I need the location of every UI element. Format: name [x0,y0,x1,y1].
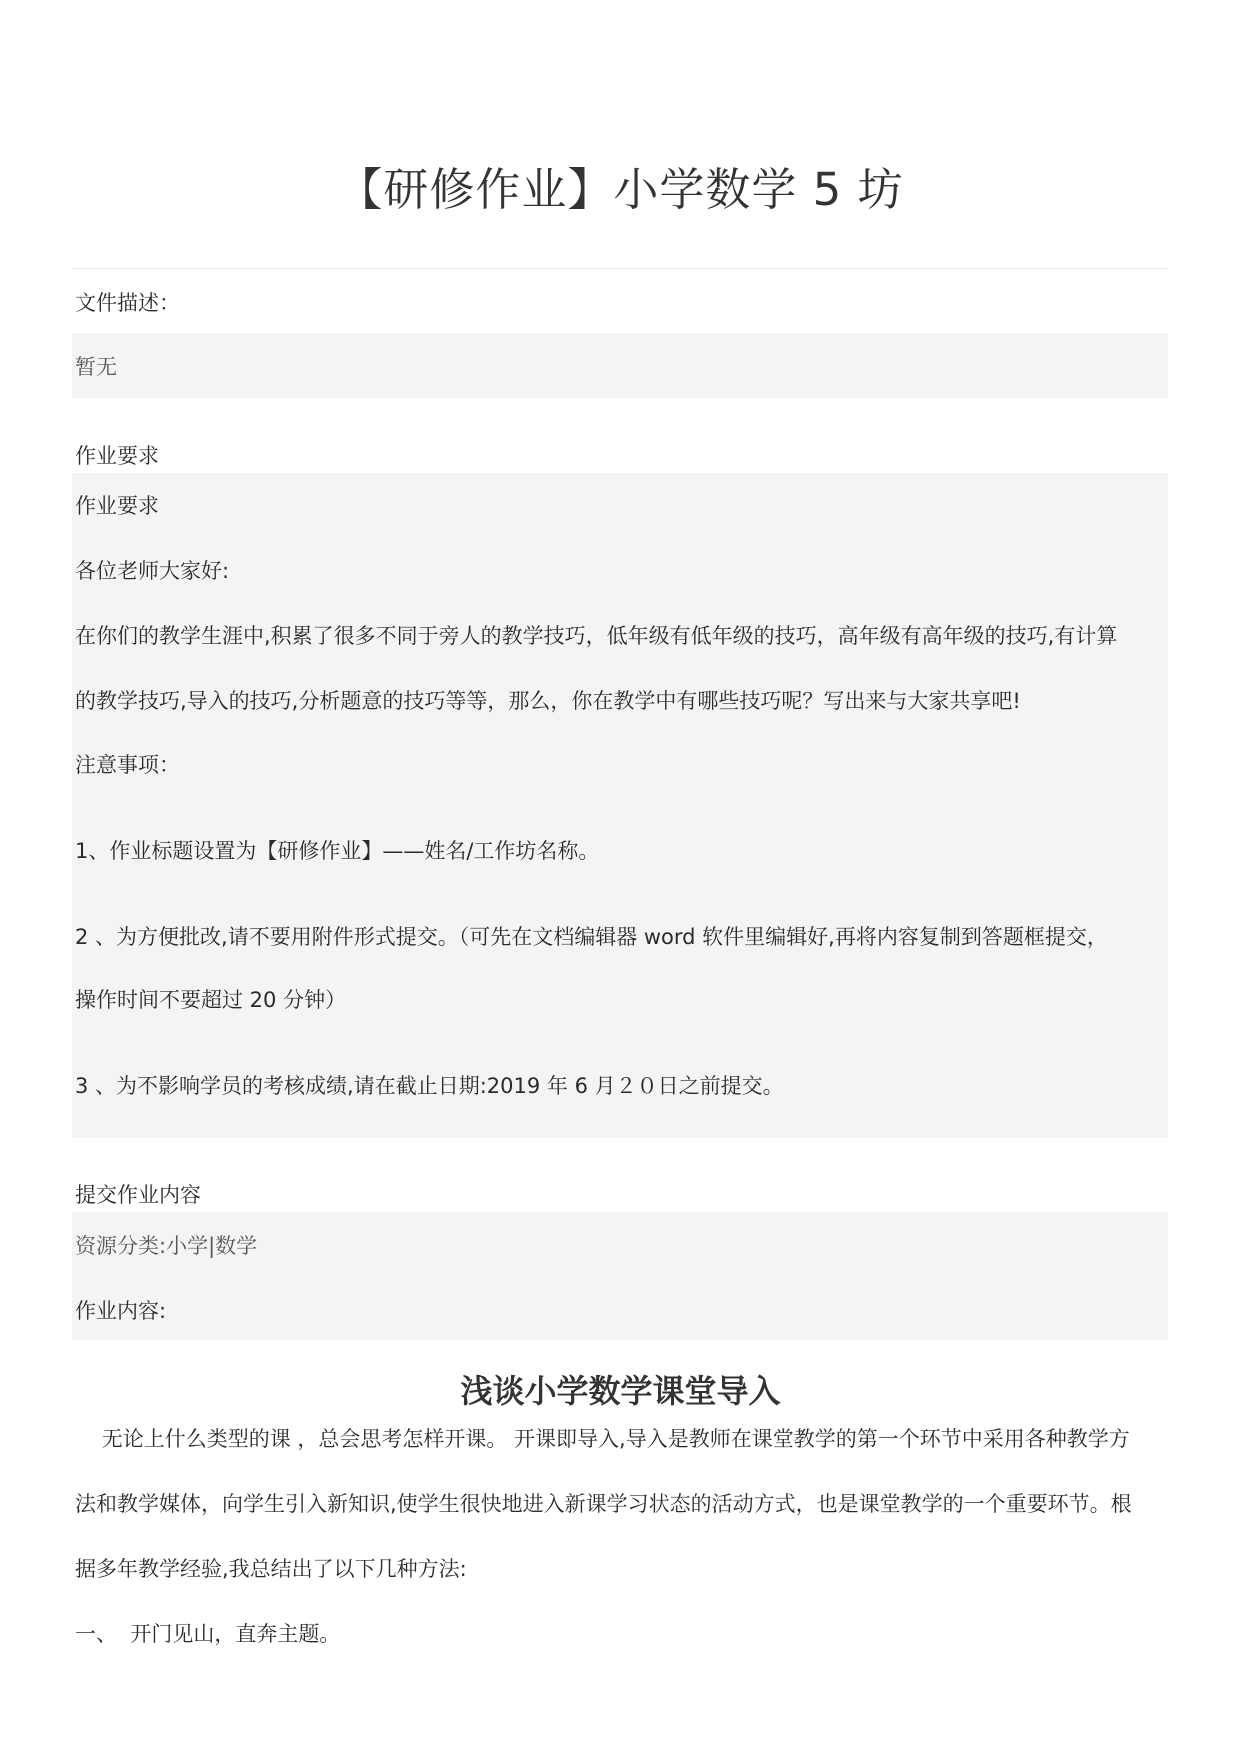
title-divider [72,268,1168,269]
article-paragraph-line-2: 法和教学媒体，向学生引入新知识,使学生很快地进入新课学习状态的活动方式，也是课堂教学的一个重要环节。根 [75,1492,1132,1516]
file-description-label: 文件描述： [75,291,180,315]
requirements-body-line-1: 在你们的教学生涯中,积累了很多不同于旁人的教学技巧，低年级有低年级的技巧，高年级有高年级的技巧,有计算 [75,624,1118,648]
article-paragraph-line-1: 无论上什么类型的课 ，总会思考怎样开课。 开课即导入,导入是教师在课堂教学的第一个环节中采用各种教学方 [75,1427,1130,1451]
article-heading-1: 一、 开门见山，直奔主题。 [75,1622,341,1646]
note-item-2-line-2: 操作时间不要超过 20 分钟） [75,988,347,1012]
file-description-box [72,333,1168,398]
file-description-value: 暂无 [75,355,117,379]
content-label: 作业内容: [75,1299,167,1323]
submission-section-label: 提交作业内容 [75,1183,201,1207]
requirements-body-line-2: 的教学技巧,导入的技巧,分析题意的技巧等等，那么，你在教学中有哪些技巧呢？写出来与大家共享吧! [75,689,1021,713]
requirements-box [72,473,1168,1138]
resource-category: 资源分类:小学|数学 [75,1234,258,1258]
note-item-2-line-1: 2 、为方便批改,请不要用附件形式提交。（可先在文档编辑器 word 软件里编辑好,再将内容复制到答题框提交， [75,925,1108,949]
article-title: 浅谈小学数学课堂导入 [460,1372,781,1410]
notes-label: 注意事项： [75,753,180,777]
note-item-1: 1、作业标题设置为【研修作业】——姓名/工作坊名称。 [75,839,600,863]
article-paragraph-line-3: 据多年教学经验,我总结出了以下几种方法: [75,1557,467,1581]
requirements-greeting: 各位老师大家好: [75,559,230,583]
requirements-heading: 作业要求 [75,494,159,518]
requirements-section-label: 作业要求 [75,444,159,468]
document-title: 【研修作业】小学数学 5 坊 [337,163,904,216]
note-item-3: 3 、为不影响学员的考核成绩,请在截止日期:2019 年 6 月２０日之前提交。 [75,1074,784,1098]
